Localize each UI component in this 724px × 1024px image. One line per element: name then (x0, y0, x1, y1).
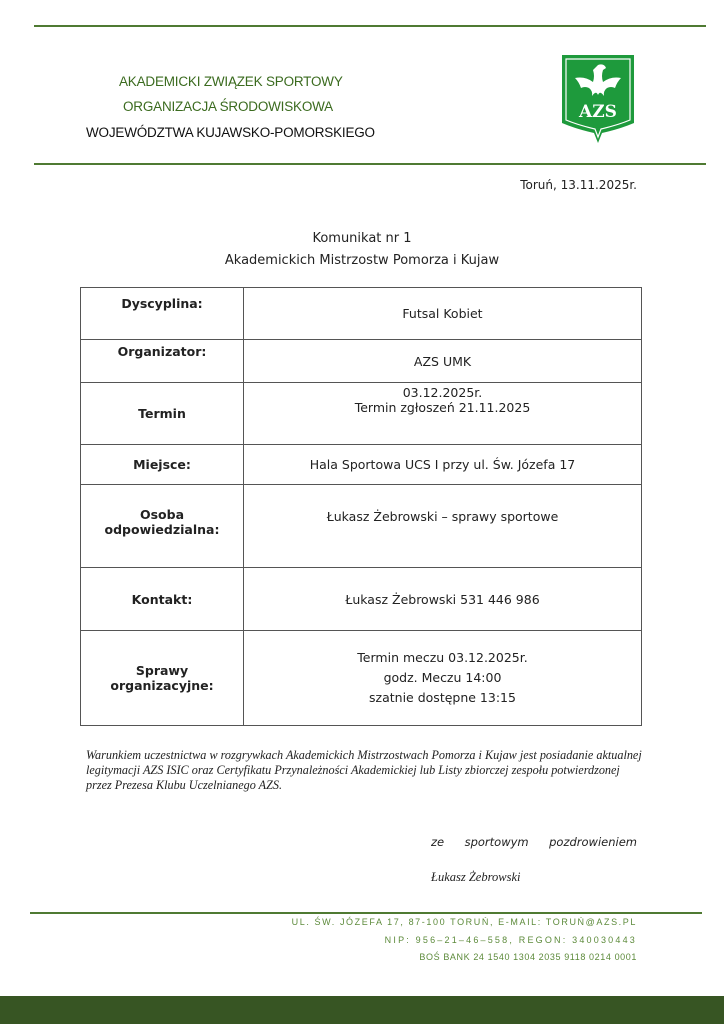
header-top-rule (34, 25, 706, 27)
table-row-organizer (81, 340, 642, 383)
closing-greeting (431, 835, 637, 849)
organization-label-line2: organizacyjne: (110, 678, 214, 693)
discipline-label: Dyscyplina: (81, 288, 244, 340)
header-bottom-rule (34, 163, 706, 165)
responsible-label-line1: Osoba (139, 507, 185, 522)
date-value (244, 383, 642, 445)
match-date: Termin meczu 03.12.2025r. (357, 650, 528, 665)
org-name-line3: WOJEWÓDZTWA KUJAWSKO-POMORSKIEGO (86, 125, 375, 140)
footer-bank: BOŚ BANK 24 1540 1304 2035 9118 0214 0001 (419, 952, 637, 962)
document-date: Toruń, 13.11.2025r. (520, 178, 637, 192)
footer-rule (30, 912, 702, 914)
org-name-line2: ORGANIZACJA ŚRODOWISKOWA (123, 99, 333, 114)
greeting-word-1: ze (431, 835, 445, 849)
azs-logo-icon (560, 53, 636, 145)
logo-text: AZS (579, 102, 617, 122)
organization-label (81, 631, 244, 726)
table-row-date (81, 383, 642, 445)
contact-value: Łukasz Żebrowski 531 446 986 (244, 568, 642, 631)
venue-label: Miejsce: (81, 445, 244, 485)
table-row-responsible (81, 485, 642, 568)
greeting-word-2: sportowym (464, 835, 529, 849)
greeting-word-3: pozdrowieniem (549, 835, 637, 849)
responsible-value: Łukasz Żebrowski – sprawy sportowe (244, 485, 642, 568)
table-row-venue (81, 445, 642, 485)
document-subtitle: Akademickich Mistrzostw Pomorza i Kujaw (224, 253, 500, 268)
table-row-contact (81, 568, 642, 631)
lockers-time: szatnie dostępne 13:15 (369, 690, 516, 705)
registration-deadline: Termin zgłoszeń 21.11.2025 (354, 400, 531, 415)
organization-label-line1: Sprawy (135, 663, 189, 678)
footer-band (0, 996, 724, 1024)
document-title: Komunikat nr 1 (312, 231, 412, 246)
responsible-label-line2: odpowiedzialna: (104, 522, 220, 537)
org-name-line1: AKADEMICKI ZWIĄZEK SPORTOWY (119, 74, 343, 89)
event-date: 03.12.2025r. (402, 385, 483, 400)
footer-address: UL. ŚW. JÓZEFA 17, 87-100 TORUŃ, E-MAIL: TORUŃ@AZS.PL (291, 917, 637, 927)
signature: Łukasz Żebrowski (431, 870, 521, 884)
discipline-value: Futsal Kobiet (244, 288, 642, 340)
table-row-discipline (81, 288, 642, 340)
date-label: Termin (81, 383, 244, 445)
venue-value: Hala Sportowa UCS I przy ul. Św. Józefa 17 (244, 445, 642, 485)
contact-label: Kontakt: (81, 568, 244, 631)
match-time: godz. Meczu 14:00 (383, 670, 502, 685)
organizer-value: AZS UMK (244, 340, 642, 383)
event-info-table (80, 287, 642, 726)
footer-ids: NIP: 956–21–46–558, REGON: 340030443 (384, 935, 637, 945)
table-row-organization (81, 631, 642, 726)
organization-value (244, 631, 642, 726)
organizer-label: Organizator: (81, 340, 244, 383)
responsible-label (81, 485, 244, 568)
participation-note: Warunkiem uczestnictwa w rozgrywkach Akademickich Mistrzostwach Pomorza i Kujaw jest posiadanie aktualnej legitymacji AZS ISIC oraz Certyfikatu Przynależności Akademickiej lub Listy zbiorczej zespołu potwierdzonej przez Prezesa Klubu Uczelnianego AZS. (86, 748, 642, 792)
